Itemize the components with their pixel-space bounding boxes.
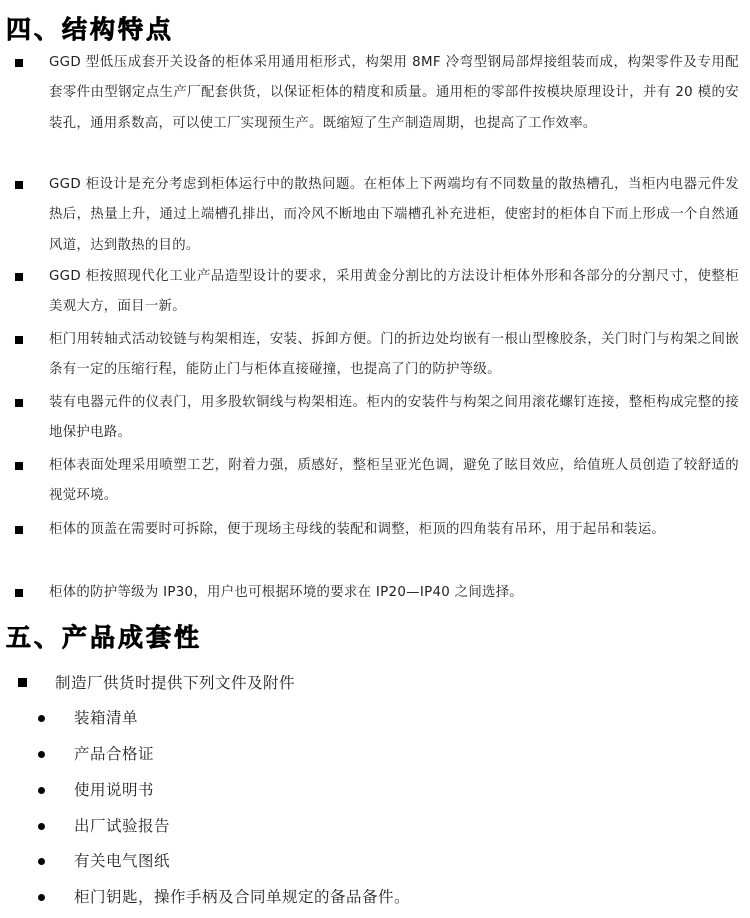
round-bullet-icon xyxy=(38,823,45,830)
round-bullet-icon xyxy=(38,751,45,758)
feature-text: GGD 柜设计是充分考虑到柜体运行中的散热问题。在柜体上下两端均有不同数量的散热槽孔，当柜内电器元件发热后，热量上升，通过上端槽孔排出，而冷风不断地由下端槽孔补充进柜，使密封的柜体自下而上形成一个自然通风道，达到散热的目的。 xyxy=(49,177,739,253)
square-bullet-icon xyxy=(15,589,23,597)
feature-text: 柜门用转轴式活动铰链与构架相连，安装、拆卸方便。门的折边处均嵌有一根山型橡胶条，关门时门与构架之间嵌条有一定的压缩行程，能防止门与柜体直接碰撞，也提高了门的防护等级。 xyxy=(49,332,739,378)
square-bullet-icon xyxy=(15,59,23,67)
round-bullet-icon xyxy=(38,715,45,722)
feature-text: 装有电器元件的仪表门，用多股软铜线与构架相连。柜内的安装件与构架之间用滚花螺钉连接，整柜构成完整的接地保护电路。 xyxy=(49,395,739,441)
round-bullet-icon xyxy=(38,787,45,794)
round-bullet-icon xyxy=(38,894,45,901)
doc-list-text: 有关电气图纸 xyxy=(74,852,171,870)
feature-text: 柜体的顶盖在需要时可拆除，便于现场主母线的装配和调整，柜顶的四角装有吊环，用于起吊和装运。 xyxy=(49,522,666,537)
doc-list-text: 柜门钥匙，操作手柄及合同单规定的备品备件。 xyxy=(74,888,411,906)
doc-list-text: 装箱清单 xyxy=(74,709,139,727)
round-bullet-icon xyxy=(38,858,45,865)
section-title-structure: 四、结构特点 xyxy=(6,15,175,44)
square-bullet-icon xyxy=(15,399,23,407)
square-bullet-icon xyxy=(15,181,23,189)
square-bullet-icon xyxy=(15,336,23,344)
square-bullet-icon xyxy=(15,462,23,470)
square-bullet-icon xyxy=(15,526,23,534)
square-bullet-icon xyxy=(15,273,23,281)
feature-text: 柜体的防护等级为 IP30，用户也可根据环境的要求在 IP20—IP40 之间选择。 xyxy=(49,585,524,600)
doc-list-text: 使用说明书 xyxy=(74,781,155,799)
feature-text: GGD 型低压成套开关设备的柜体采用通用柜形式，构架用 8MF 冷弯型钢局部焊接组装而成，构架零件及专用配套零件由型钢定点生产厂配套供货，以保证柜体的精度和质量。通用柜的零部件按模块原理设计，并有 20 模的安装孔，通用系数高，可以使工厂实现预生产。既缩短了生产制造周期，也提高了工作效率。 xyxy=(49,55,739,131)
section-title-completeness: 五、产品成套性 xyxy=(6,623,203,652)
square-bullet-icon xyxy=(18,678,27,687)
doc-list-text: 出厂试验报告 xyxy=(74,817,171,835)
feature-text: 柜体表面处理采用喷塑工艺，附着力强，质感好，整柜呈亚光色调，避免了眩目效应，给值班人员创造了较舒适的视觉环境。 xyxy=(49,458,739,504)
supply-lead-text: 制造厂供货时提供下列文件及附件 xyxy=(55,674,296,692)
feature-text: GGD 柜按照现代化工业产品造型设计的要求，采用黄金分割比的方法设计柜体外形和各部分的分割尺寸，使整柜美观大方，面目一新。 xyxy=(49,269,739,315)
doc-list-text: 产品合格证 xyxy=(74,745,155,763)
